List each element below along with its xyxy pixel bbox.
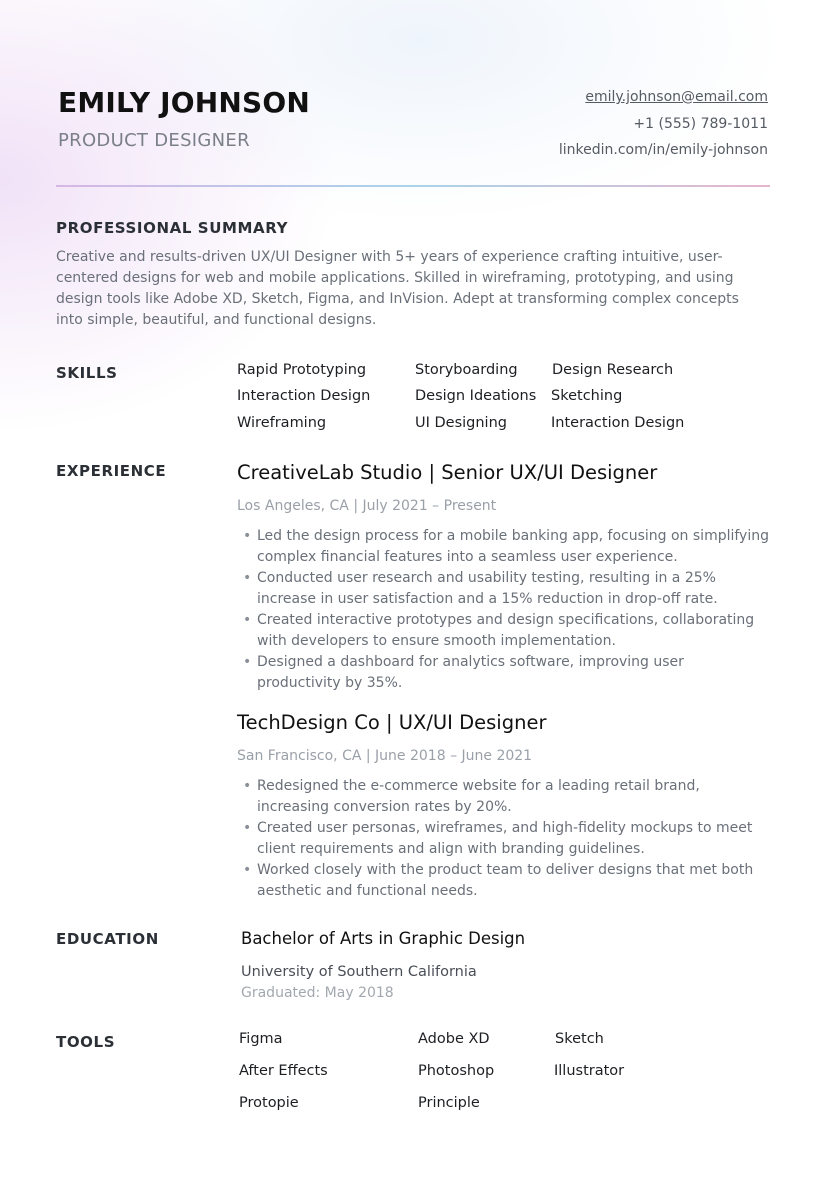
skill-item: Interaction Design — [237, 388, 371, 404]
job-meta: Los Angeles, CA | July 2021 – Present — [237, 498, 497, 514]
job-title: CreativeLab Studio | Senior UX/UI Designer — [237, 461, 658, 484]
skill-item: Rapid Prototyping — [237, 362, 367, 378]
bullet-item: • Worked closely with the product team to deliver designs that met both aesthetic and functional needs. — [243, 862, 754, 899]
candidate-title: PRODUCT DESIGNER — [58, 130, 250, 151]
tool-item: Principle — [418, 1095, 480, 1111]
email-link[interactable]: emily.johnson@email.com — [585, 89, 768, 105]
skill-item: Sketching — [551, 388, 623, 404]
bullet-item: • Led the design process for a mobile banking app, focusing on simplifying complex financial features into a seamless user experience. — [243, 528, 769, 565]
bullet-item: • Created interactive prototypes and design specifications, collaborating with developers to ensure smooth implementation. — [243, 612, 755, 649]
summary-heading: PROFESSIONAL SUMMARY — [56, 219, 289, 237]
linkedin-url: linkedin.com/in/emily-johnson — [558, 142, 768, 158]
bullet-item: • Created user personas, wireframes, and high-fidelity mockups to meet client requirements and align with branding guidelines. — [243, 820, 753, 857]
header-divider — [56, 185, 770, 187]
bullet-icon: • — [243, 528, 252, 544]
skill-item: Design Ideations — [415, 388, 537, 404]
skill-item: Wireframing — [237, 415, 327, 431]
tool-item: After Effects — [239, 1063, 328, 1079]
phone-number: +1 (555) 789-1011 — [633, 115, 768, 132]
tool-item: Figma — [239, 1031, 283, 1047]
education-heading: EDUCATION — [56, 930, 159, 948]
tool-item: Sketch — [555, 1031, 604, 1047]
skill-item: Storyboarding — [415, 362, 518, 378]
tool-item: Illustrator — [554, 1063, 625, 1079]
skill-item: Interaction Design — [551, 415, 685, 431]
education-graduated: Graduated: May 2018 — [241, 985, 394, 1001]
job-bullets — [240, 776, 770, 902]
education-degree: Bachelor of Arts in Graphic Design — [241, 929, 526, 948]
bullet-icon: • — [243, 570, 252, 586]
job-title: TechDesign Co | UX/UI Designer — [237, 711, 547, 734]
bullet-icon: • — [243, 654, 252, 670]
bullet-item: • Redesigned the e-commerce website for a leading retail brand, increasing conversion rates by 20%. — [243, 778, 700, 815]
job-meta: San Francisco, CA | June 2018 – June 2021 — [237, 748, 533, 764]
bullet-icon: • — [243, 862, 252, 878]
bullet-icon: • — [243, 820, 252, 836]
bullet-icon: • — [243, 612, 252, 628]
tool-item: Protopie — [239, 1095, 299, 1111]
tool-item: Photoshop — [418, 1063, 495, 1079]
skills-heading: SKILLS — [56, 364, 118, 382]
education-school: University of Southern California — [241, 964, 477, 980]
contact-block — [559, 84, 768, 164]
bullet-icon: • — [243, 778, 252, 794]
tools-heading: TOOLS — [56, 1033, 116, 1051]
skill-item: UI Designing — [415, 415, 507, 431]
bullet-item: • Designed a dashboard for analytics software, improving user productivity by 35%. — [243, 654, 684, 691]
experience-heading: EXPERIENCE — [56, 462, 167, 480]
bullet-item: • Conducted user research and usability testing, resulting in a 25% increase in user satisfaction and a 15% reduction in drop-off rate. — [243, 570, 718, 607]
candidate-name: EMILY JOHNSON — [58, 86, 311, 119]
job-bullets — [240, 526, 770, 694]
tool-item: Adobe XD — [418, 1031, 490, 1047]
skill-item: Design Research — [552, 362, 674, 378]
summary-text: Creative and results-driven UX/UI Designer with 5+ years of experience crafting intuitive, user-centered designs for web and mobile applications. Skilled in wireframing, prototyping, and using design tools like Adobe XD, Sketch, Figma, and InVision. Adept at transforming complex concepts into simple, beautiful, and functional designs. — [56, 249, 739, 328]
